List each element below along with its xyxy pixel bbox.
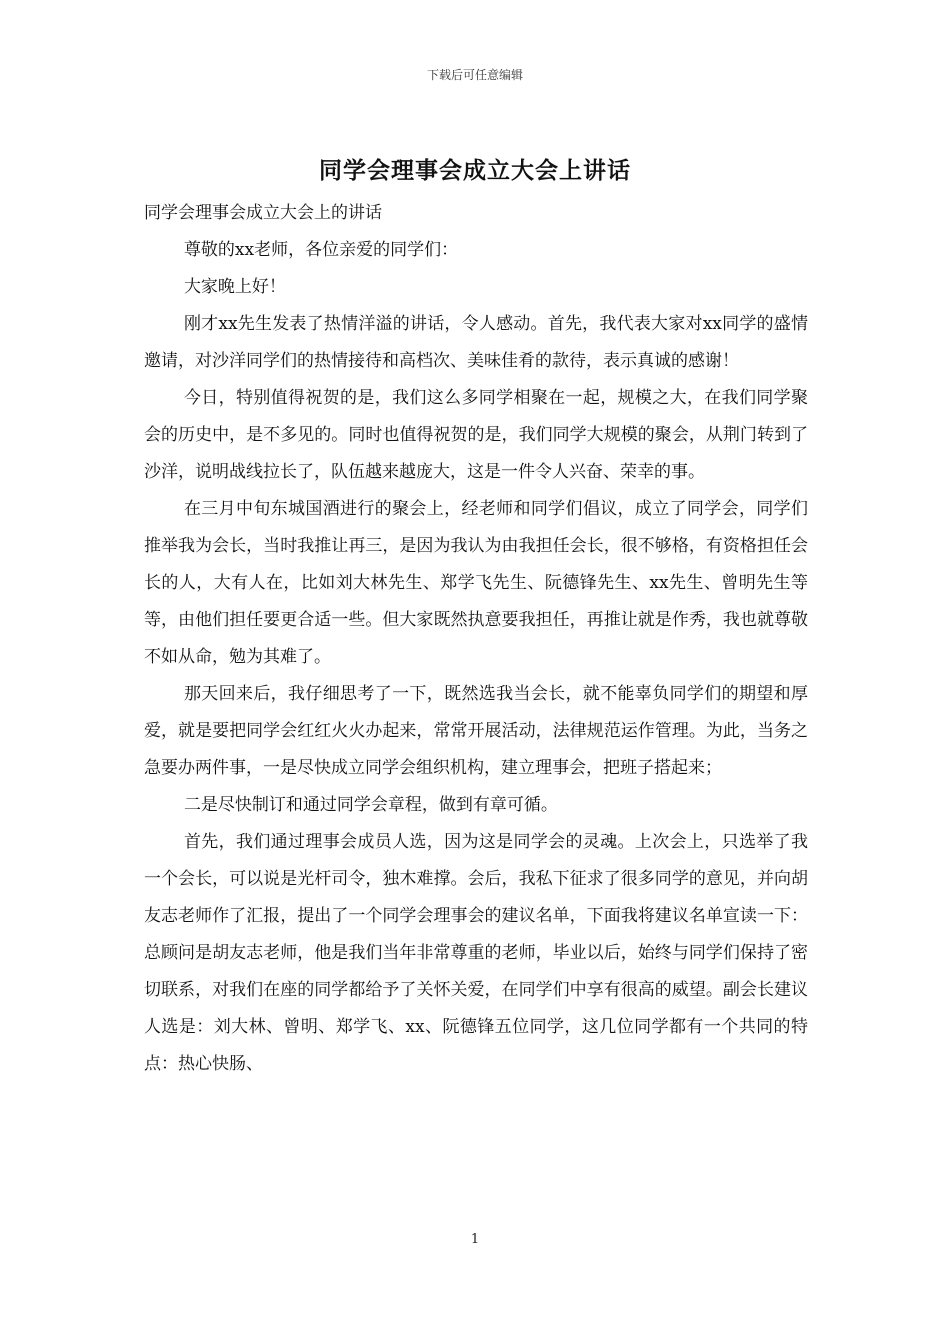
page-number: 1 bbox=[470, 1232, 480, 1247]
body-paragraph: 今日，特别值得祝贺的是，我们这么多同学相聚在一起，规模之大，在我们同学聚会的历史中，是不多见的。同时也值得祝贺的是，我们同学大规模的聚会，从荆门转到了沙洋，说明战线拉长了，队伍越来越庞大，这是一件令人兴奋、荣幸的事。 bbox=[144, 388, 808, 482]
document-title: 同学会理事会成立大会上讲话 bbox=[319, 157, 631, 184]
header-note: 下载后可任意编辑 bbox=[426, 68, 523, 82]
body-paragraph: 二是尽快制订和通过同学会章程，做到有章可循。 bbox=[183, 795, 558, 815]
greeting-paragraph: 大家晚上好！ bbox=[183, 277, 286, 297]
document-body bbox=[144, 195, 808, 1083]
salutation-paragraph: 尊敬的xx老师，各位亲爱的同学们： bbox=[183, 240, 459, 260]
body-paragraph: 在三月中旬东城国酒进行的聚会上，经老师和同学们倡议，成立了同学会，同学们推举我为会长，当时我推让再三，是因为我认为由我担任会长，很不够格，有资格担任会长的人，大有人在，比如刘大林先生、郑学飞先生、阮德锋先生、xx先生、曾明先生等等，由他们担任要更合适一些。但大家既然执意要我担任，再推让就是作秀，我也就尊敬不如从命，勉为其难了。 bbox=[144, 499, 808, 667]
body-paragraph: 那天回来后，我仔细思考了一下，既然选我当会长，就不能辜负同学们的期望和厚爱，就是要把同学会红红火火办起来，常常开展活动，法律规范运作管理。为此，当务之急要办两件事，一是尽快成立同学会组织机构，建立理事会，把班子搭起来； bbox=[144, 684, 808, 778]
subtitle-paragraph: 同学会理事会成立大会上的讲话 bbox=[144, 203, 382, 223]
body-paragraph: 刚才xx先生发表了热情洋溢的讲话，令人感动。首先，我代表大家对xx同学的盛情邀请，对沙洋同学们的热情接待和高档次、美味佳肴的款待，表示真诚的感谢！ bbox=[144, 314, 808, 371]
body-paragraph: 首先，我们通过理事会成员人选，因为这是同学会的灵魂。上次会上，只选举了我一个会长，可以说是光杆司令，独木难撑。会后，我私下征求了很多同学的意见，并向胡友志老师作了汇报，提出了一个同学会理事会的建议名单，下面我将建议名单宣读一下：总顾问是胡友志老师，他是我们当年非常尊重的老师，毕业以后，始终与同学们保持了密切联系，对我们在座的同学都给予了关怀关爱，在同学们中享有很高的威望。副会长建议人选是：刘大林、曾明、郑学飞、xx、阮德锋五位同学，这几位同学都有一个共同的特点：热心快肠、 bbox=[144, 832, 808, 1074]
